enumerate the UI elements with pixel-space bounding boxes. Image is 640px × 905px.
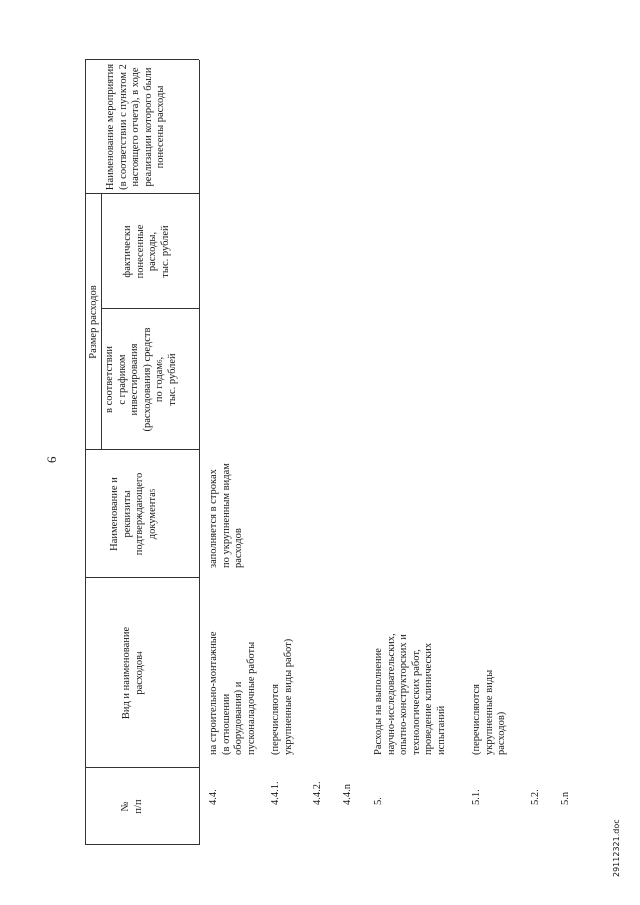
row-num: 5.n <box>560 791 571 805</box>
row-num: 5. <box>373 797 384 805</box>
header-bottom-border <box>199 60 200 845</box>
header-num: № п/п <box>120 799 144 814</box>
size-group-divider <box>101 194 102 450</box>
row-text: на строительно-монтажные (в отношении оборудования) и пусконаладочные работы <box>208 631 257 755</box>
row-num: 4.4.n <box>342 784 353 805</box>
row-doc: заполняется в строках по укрупненным видам расходов <box>208 463 244 568</box>
header-type: Вид и наименование расходов$^4$ <box>121 626 145 720</box>
header-event: Наименование мероприятия (в соответствии с пунктом 2 настоящего отчета), в ходе реализации которого были понесены расходы <box>105 63 166 191</box>
row-num: 5.1. <box>471 789 482 805</box>
row-num: 4.4. <box>208 789 219 805</box>
header-planned: в соответствии с графиком инвестирования (расходования) средств по годам$^6$, тыс. рублей <box>104 327 178 432</box>
header-docs: Наименование и реквизиты подтверждающего документа$^5$ <box>109 472 158 556</box>
row-text: Расходы на выполнение научно-исследовательских, опытно-конструкторских и технологических работ, проведение клинических испытаний <box>373 633 447 755</box>
header-actual: фактически понесенные расходы, тыс. рублей <box>122 224 171 279</box>
row-text: (перечисляются укрупненные виды работ) <box>270 638 294 755</box>
doc-filename: 29112321.doc <box>612 819 621 877</box>
row-num: 4.4.1. <box>270 781 281 805</box>
table-top-border <box>85 60 86 845</box>
row-num: 5.2. <box>530 789 541 805</box>
header-size-group: Размер расходов <box>88 285 99 359</box>
page-number: 6 <box>44 456 59 463</box>
row-text: (перечисляются укрупненные виды расходов) <box>471 669 507 755</box>
row-num: 4.4.2. <box>312 781 323 805</box>
